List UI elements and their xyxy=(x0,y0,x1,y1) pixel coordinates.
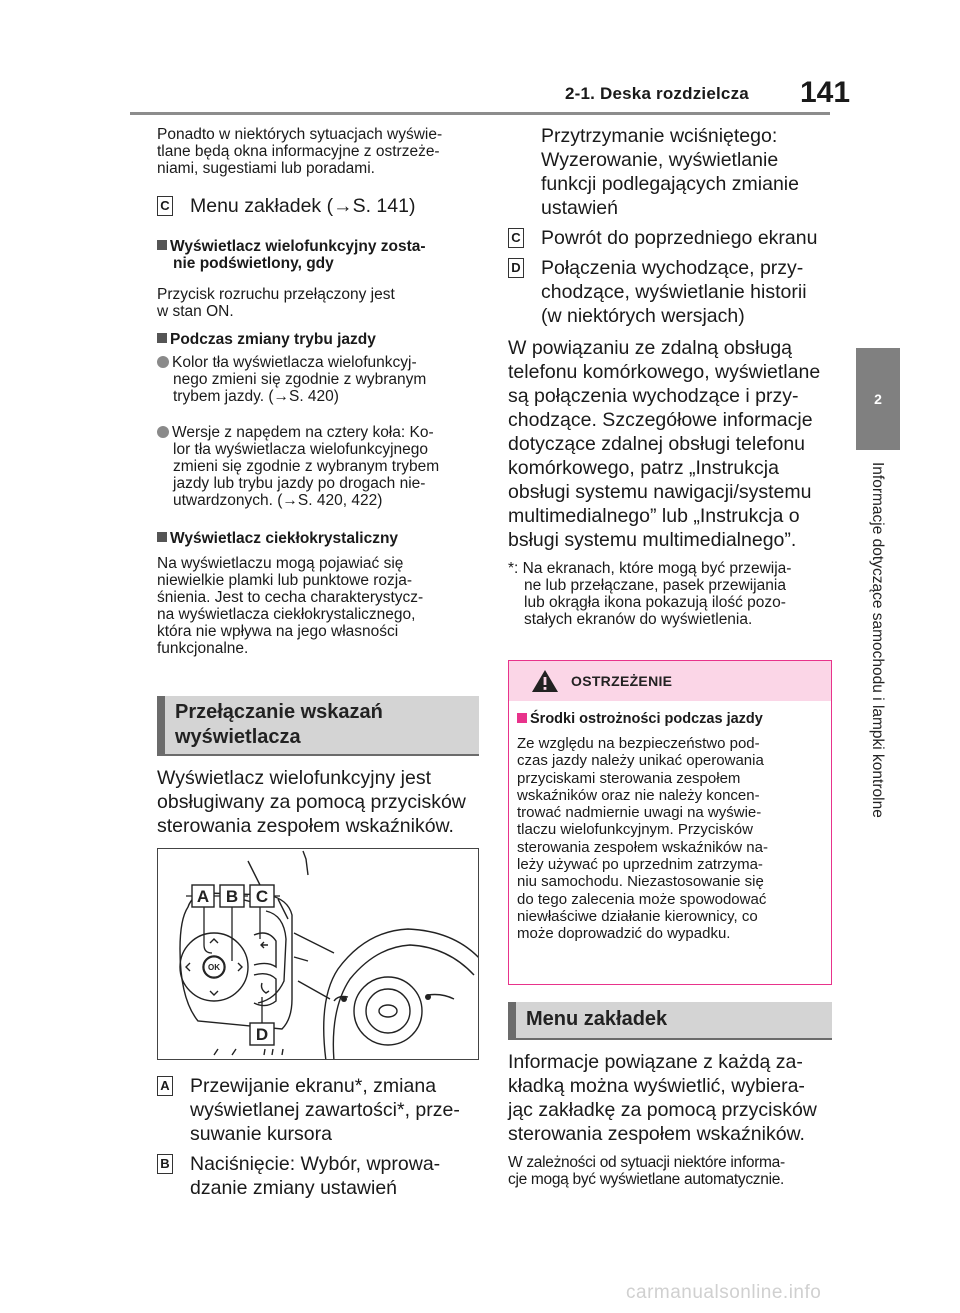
text-line: nie podświetlony, gdy xyxy=(173,255,334,272)
text-line: Wersje z napędem na cztery koła: Ko- xyxy=(172,424,434,441)
key-label: B xyxy=(157,1154,173,1174)
text-line: lor tła wyświetlacza wielofunkcyjnego xyxy=(173,441,429,458)
text-line: sterowania zespołem wskaźników. xyxy=(508,1123,805,1145)
intro-paragraph xyxy=(157,126,479,177)
subheading-lcd xyxy=(157,530,479,547)
item-c-tab-menu xyxy=(157,194,512,218)
square-bullet-icon xyxy=(157,240,167,250)
text-line: kładką można wyświetlić, wybiera- xyxy=(508,1075,805,1097)
text-line: Kolor tła wyświetlacza wielofunkcyj- xyxy=(172,354,417,371)
callout-label-d: D xyxy=(255,1025,269,1044)
text-line: jąc zakładkę za pomocą przycisków xyxy=(508,1099,817,1121)
item-c-back xyxy=(508,226,865,250)
text-line: śnienia. Jest to cecha charakterystycz- xyxy=(157,589,424,606)
text-line: bsługi systemu multimedialnego”. xyxy=(508,529,797,551)
square-bullet-icon xyxy=(157,333,167,343)
warning-triangle-icon xyxy=(531,669,559,693)
callout-label-c: C xyxy=(255,887,269,906)
warning-title: OSTRZEŻENIE xyxy=(571,673,673,689)
text-line: Naciśnięcie: Wybór, wprowa- xyxy=(190,1153,441,1175)
bullet-4wd xyxy=(157,424,479,509)
bullet-color-change xyxy=(157,354,479,405)
callout-label-b: B xyxy=(225,887,239,906)
text-line: są połączenia wychodzące i przy- xyxy=(508,385,799,407)
text-line: Informacje powiązane z każdą za- xyxy=(508,1051,803,1073)
text-line: wyświetlacza xyxy=(175,726,301,748)
text-line: multimedialnego” lub „Instrukcja o xyxy=(508,505,800,527)
round-bullet-icon xyxy=(157,356,169,368)
text-line: Wyświetlacz ciekłokrystaliczny xyxy=(170,530,399,547)
text-line: Wyświetlacz wielofunkcyjny jest xyxy=(157,767,431,789)
text-line: lub okrągła ikona pokazują ilość pozo- xyxy=(524,594,786,611)
text-line: suwanie kursora xyxy=(190,1123,332,1145)
watermark: carmanualsonline.info xyxy=(626,1282,822,1303)
text-line: sterowania zespołem wskaźników na- xyxy=(517,838,768,856)
text-line: Podczas zmiany trybu jazdy xyxy=(170,331,376,348)
text-line: czas jazdy należy unikać operowania xyxy=(517,752,764,770)
text-line: Środki ostrożności podczas jazdy xyxy=(530,711,763,727)
text-line: może doprowadzić do wypadku. xyxy=(517,925,731,943)
phone-paragraph xyxy=(508,336,832,552)
item-text: Powrót do poprzedniego ekranu xyxy=(541,227,818,249)
chapter-tab xyxy=(856,348,900,450)
section-heading-tab-menu: Menu zakładek xyxy=(508,1002,832,1040)
page-number: 141 xyxy=(800,76,851,109)
warning-text xyxy=(517,735,823,943)
key-label: D xyxy=(508,258,524,278)
text-line: leży używać po uprzednim zatrzyma- xyxy=(517,856,763,874)
text-line: trować nadmiernie uwagi na wyświe- xyxy=(517,804,762,822)
text-line: na wyświetlacza ciekłokrystalicznego, xyxy=(157,606,416,623)
lcd-paragraph xyxy=(157,555,479,657)
text-line: obsługi systemu nawigacji/systemu xyxy=(508,481,812,503)
text-line: nego zmieni się zgodnie z wybranym xyxy=(173,371,427,388)
tab-menu-note xyxy=(508,1154,832,1188)
text-line: tlaczu wielofunkcyjnym. Przycisków xyxy=(517,821,753,839)
text-line: chodzące, wyświetlanie historii xyxy=(541,281,807,303)
ok-button-label: OK xyxy=(208,963,220,972)
subheading-display-lit xyxy=(157,238,479,272)
text-line: ustawień xyxy=(541,197,618,219)
text-line: niu samochodu. Niezastosowanie się xyxy=(517,873,764,891)
text-line: która nie wpływa na jego własności xyxy=(157,623,399,640)
steering-wheel-illustration xyxy=(158,849,479,1060)
text-line: *: Na ekranach, które mogą być przewija- xyxy=(508,560,792,577)
key-label: C xyxy=(157,196,173,216)
text-line: wyświetlanej zawartości*, prze- xyxy=(190,1099,460,1121)
text-line: Wyświetlacz wielofunkcyjny zosta- xyxy=(170,238,426,255)
text-line: Przełączanie wskazań xyxy=(175,701,383,723)
item-text: Menu zakładek (→S. 141) xyxy=(190,195,416,217)
footnote xyxy=(508,560,832,628)
text-line: komórkowego, patrz „Instrukcja xyxy=(508,457,779,479)
key-label: C xyxy=(508,228,524,248)
steering-controls-figure xyxy=(157,848,479,1060)
text-line: trybem jazdy. (→S. 420) xyxy=(173,388,339,405)
text-line: tlane będą okna informacyjne z ostrzeże- xyxy=(157,143,440,160)
chapter-side-title: Informacje dotyczące samochodu i lampki kontrolne xyxy=(869,462,886,818)
section-title: 2-1. Deska rozdzielcza xyxy=(565,84,749,103)
text-line: niami, sugestiami lub poradami. xyxy=(157,160,375,177)
text-line: jazdy lub trybu jazdy po drogach nie- xyxy=(173,475,426,492)
chapter-number: 2 xyxy=(874,391,882,407)
tab-menu-paragraph xyxy=(508,1050,832,1146)
text-line: funkcji podlegających zmianie xyxy=(541,173,799,195)
text-line: zmieni się zgodnie z wybranym trybem xyxy=(173,458,440,475)
text-line: Przycisk rozruchu przełączony jest xyxy=(157,286,395,303)
text-line: do tego zalecenia może spowodować xyxy=(517,890,767,908)
text-line: obsługiwany za pomocą przycisków xyxy=(157,791,466,813)
warning-subtitle xyxy=(517,711,763,727)
text-line: W powiązaniu ze zdalną obsługą xyxy=(508,337,793,359)
text-line: Przewijanie ekranu*, zmiana xyxy=(190,1075,437,1097)
item-b-press xyxy=(157,1152,512,1200)
text-line: cje mogą być wyświetlane automatycznie. xyxy=(508,1171,785,1188)
text-line: Przytrzymanie wciśniętego: xyxy=(541,125,778,147)
text-line: przyciskami sterowania zespołem xyxy=(517,769,741,787)
text-line: (w niektórych wersjach) xyxy=(541,305,745,327)
warning-box xyxy=(508,660,832,985)
text-line: W zależności od sytuacji niektóre informa- xyxy=(508,1154,785,1171)
subheading-drive-mode xyxy=(157,331,479,348)
square-bullet-icon xyxy=(157,532,167,542)
text-line: dzanie zmiany ustawień xyxy=(190,1177,398,1199)
text-line: sterowania zespołem wskaźników. xyxy=(157,815,454,837)
text-line: dotyczące zdalnej obsługi telefonu xyxy=(508,433,806,455)
item-d-calls xyxy=(508,256,865,328)
display-lit-paragraph xyxy=(157,286,479,320)
text-line: niewielkie plamki lub punktowe rozja- xyxy=(157,572,413,589)
section-heading-switching xyxy=(157,696,479,756)
switching-paragraph xyxy=(157,766,479,838)
text-line: telefonu komórkowego, wyświetlane xyxy=(508,361,821,383)
callout-label-a: A xyxy=(196,887,210,906)
text-line: Połączenia wychodzące, przy- xyxy=(541,257,804,279)
text-line: Ze względu na bezpieczeństwo pod- xyxy=(517,735,760,752)
text-line: Wyzerowanie, wyświetlanie xyxy=(541,149,779,171)
item-a-scroll xyxy=(157,1074,512,1146)
text-line: ne lub przełączane, pasek przewijania xyxy=(524,577,786,594)
text-line: chodzące. Szczegółowe informacje xyxy=(508,409,813,431)
pink-square-bullet-icon xyxy=(517,713,527,723)
item-b-continued xyxy=(541,124,831,220)
key-label: A xyxy=(157,1076,173,1096)
text-line: utwardzonych. (→S. 420, 422) xyxy=(173,492,383,509)
text-line: Ponadto w niektórych sytuacjach wyświe- xyxy=(157,126,443,143)
text-line: niewłaściwe działanie kierownicy, co xyxy=(517,907,758,925)
round-bullet-icon xyxy=(157,426,169,438)
header-rule xyxy=(130,112,830,115)
text-line: Na wyświetlaczu mogą pojawiać się xyxy=(157,555,404,572)
text-line: wskaźników oraz nie należy koncen- xyxy=(517,786,760,804)
text-line: stałych ekranów do wyświetlenia. xyxy=(524,611,753,628)
text-line: w stan ON. xyxy=(157,303,234,320)
text-line: funkcjonalne. xyxy=(157,640,249,657)
